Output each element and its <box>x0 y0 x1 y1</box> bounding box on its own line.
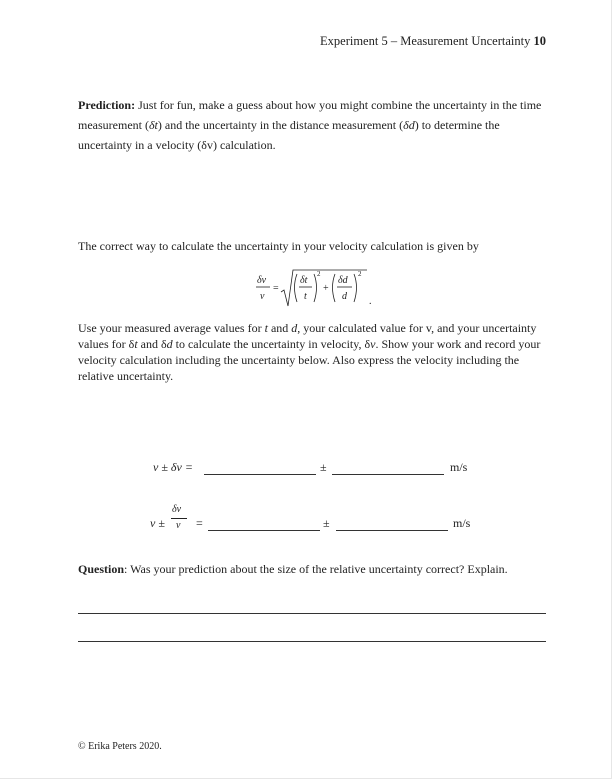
relative-frac-num: δv <box>172 504 182 515</box>
formula-lhs-den: v <box>260 291 265 302</box>
velocity-row-label: v ± δv = <box>153 460 193 474</box>
formula-exp-1: 2 <box>317 270 321 278</box>
prediction-text-2: ) and the uncertainty in the distance measurement ( <box>157 118 404 132</box>
instructions-d-b: d <box>166 337 173 351</box>
velocity-unit: m/s <box>450 460 468 474</box>
relative-frac-bar <box>171 518 187 519</box>
answer-line-2[interactable] <box>78 640 546 642</box>
formula-t2-den: d <box>342 291 347 302</box>
instructions-text-2: and <box>267 321 292 335</box>
header-title: Experiment 5 – Measurement Uncertainty <box>320 34 531 48</box>
velocity-uncertainty-blank[interactable] <box>332 460 444 475</box>
instructions-text-4: and δ <box>137 337 167 351</box>
instructions-text-3: , your calculated value for v, and your uncertainty values for δ <box>78 321 537 351</box>
prediction-dd: δd <box>403 118 415 132</box>
prediction-text-1: Just for fun, make a guess about how you might combine the uncertainty in the time measurement ( <box>78 98 542 132</box>
formula-plus: + <box>323 283 329 294</box>
correct-way-paragraph: The correct way to calculate the uncertainty in your velocity calculation is given by <box>78 239 479 253</box>
page-header <box>320 34 546 49</box>
formula-t1-num: δt <box>300 275 308 286</box>
formula-t2-num: δd <box>338 275 348 286</box>
relative-row-v-pm: v ± <box>150 516 165 530</box>
relative-frac-den: v <box>176 520 181 531</box>
formula-paren-1-right <box>314 274 317 302</box>
velocity-value-blank[interactable] <box>204 460 316 475</box>
formula-lhs-num: δv <box>257 275 267 286</box>
instructions-text-1: Use your measured average values for <box>78 321 265 335</box>
formula-svg <box>255 268 385 316</box>
formula-paren-1-left <box>295 274 298 302</box>
instructions-t: t <box>264 321 268 335</box>
question-text: : Was your prediction about the size of the relative uncertainty correct? Explain. <box>124 562 508 576</box>
velocity-uncertainty-row <box>0 458 612 482</box>
relative-unit: m/s <box>453 516 471 530</box>
question-paragraph <box>78 559 548 579</box>
instructions-d: d <box>291 321 298 335</box>
instructions-v: v <box>370 337 376 351</box>
formula-period: . <box>369 296 372 307</box>
prediction-dt: δt <box>148 118 158 132</box>
formula-equals: = <box>273 283 279 294</box>
relative-row-equals: = <box>196 516 203 530</box>
relative-pm-sign: ± <box>323 516 330 530</box>
question-label: Question <box>78 562 125 576</box>
velocity-pm-sign: ± <box>320 460 327 474</box>
prediction-label: Prediction: <box>78 98 136 112</box>
prediction-paragraph <box>78 95 548 155</box>
page-number: 10 <box>533 34 546 48</box>
formula-paren-2-left <box>333 274 336 302</box>
relative-uncertainty-row <box>0 500 612 540</box>
relative-value-blank[interactable] <box>208 516 320 531</box>
prediction-text-3: ) to determine the uncertainty in a velocity (δv) calculation. <box>78 118 500 152</box>
instructions-text-6: . Show your work and record your velocity calculation including the uncertainty below. Also express the velocity including the relative uncertainty. <box>78 337 541 383</box>
copyright-footer: © Erika Peters 2020. <box>78 741 162 752</box>
formula-exp-2: 2 <box>358 270 362 278</box>
uncertainty-formula <box>255 268 375 312</box>
relative-uncertainty-blank[interactable] <box>336 516 448 531</box>
instructions-t-b: t <box>134 337 138 351</box>
formula-paren-2-right <box>354 274 357 302</box>
instructions-text-5: to calculate the uncertainty in velocity, δ <box>172 337 371 351</box>
formula-t1-den: t <box>304 291 307 302</box>
answer-line-1[interactable] <box>78 612 546 614</box>
instructions-paragraph <box>78 320 548 384</box>
